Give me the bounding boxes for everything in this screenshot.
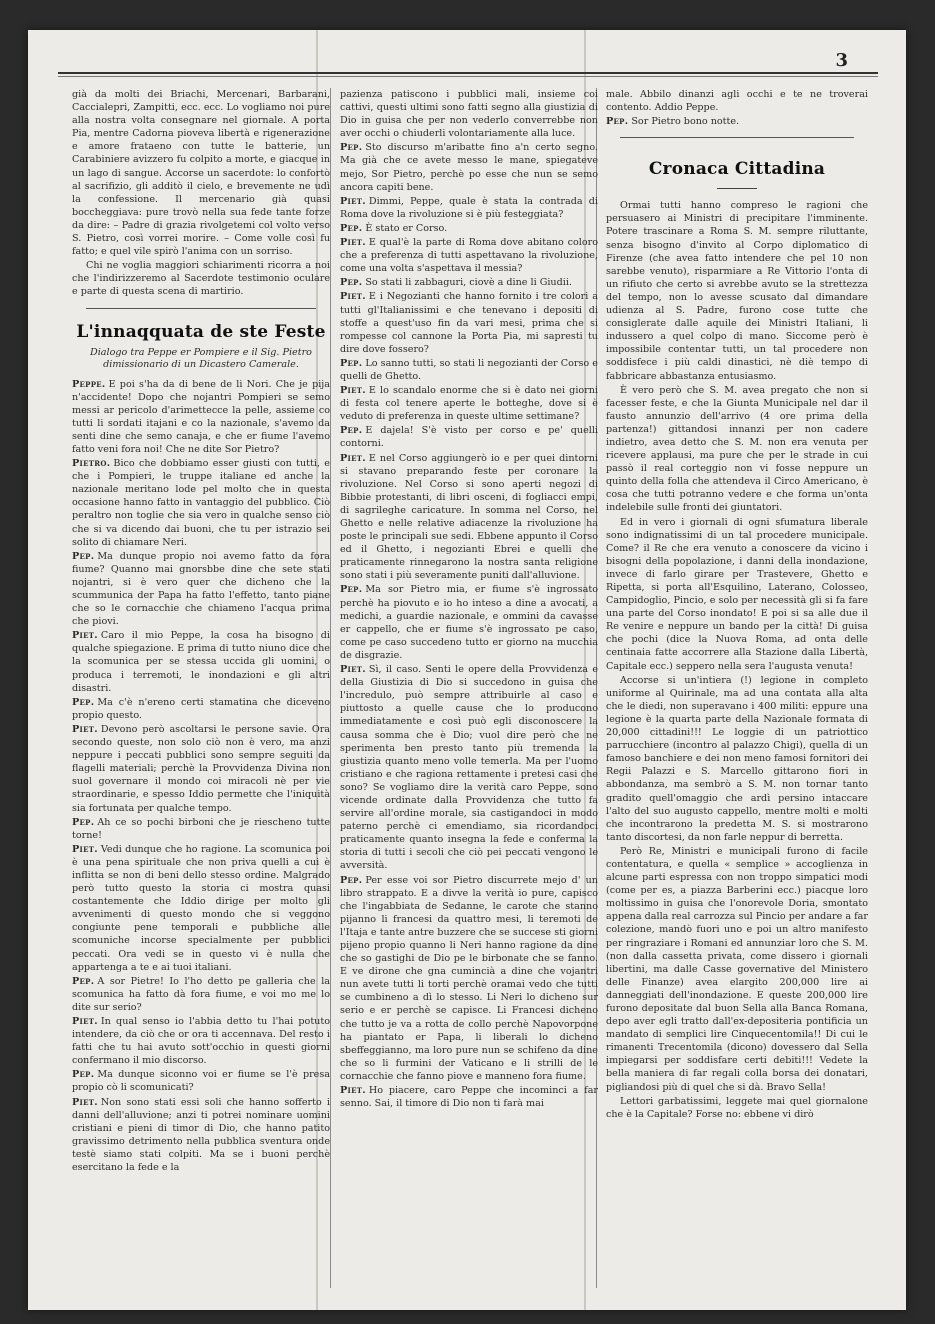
dialogue-line bbox=[72, 457, 330, 549]
section-separator bbox=[86, 308, 316, 309]
title-rule bbox=[717, 188, 757, 189]
newspaper-page bbox=[28, 30, 906, 1310]
page-number: 3 bbox=[835, 50, 848, 71]
article-body bbox=[606, 199, 868, 1121]
speaker: Piet. bbox=[340, 1085, 366, 1097]
paragraph: Accorse si un'intiera (!) legione in completo uniforme al Quirinale, ma ad una contata alla alta che le diedi, non superavano i 400 militi: eppure una legione è la quarta parte della Nazionale formata di 20,000 cittadini!!! Le loggie di un patriottico parrucchiere (incontro al palazzo Chigi), quella di un famoso banchiere e dei non meno famosi fornitori dei Regii Palazzi e S. Marcello gittarono fiori in abbondanza, ma sembrò a S. M. non tornar tanto gradito quell'omaggio che ardì persino intaccare l'alto del suo augusto cappello, mentre molti e molti che incontrarono la predetta M. S. si mostrarono tanto discortesi, da non farle neppur di berretta. bbox=[606, 674, 868, 843]
dialogue bbox=[340, 141, 598, 1110]
speaker: Pep. bbox=[340, 277, 363, 289]
speech: Ma dunque siconno voi er fiume se l'è presa propio cò li scomunicati? bbox=[72, 1069, 330, 1094]
paragraph: Ed in vero i giornali di ogni sfumatura liberale sono indignatissimi di un tal procedere municipale. Come? il Re che era venuto a conoscere da vicino i bisogni della popolazione, i danni della inondazione, invece di farlo girare per Trastevere, Ghetto e Ripetta, si porta all'Esquilino, Laterano, Colosseo, Campidoglio, Pincio, e solo per necessità gli si fa fare una parte del Corso inondato! E poi si sa alle due il Re venire e neppure un bando per la città! Di guisa che pochi (dice la Nuova Roma, ad onta delle centinaia fatte accorrere alla Stazione dalla Libertà, Capitale ecc.) seppero nella sera l'augusta venuta! bbox=[606, 516, 868, 672]
speech: E dajela! S'è visto per corso e pe' quelli contorni. bbox=[340, 425, 598, 450]
paragraph: È vero però che S. M. avea pregato che non si facesser feste, e che la Giunta Municipale nel dar il fausto annunzio dell'arrivo (4 ore prima della partenza!) gittandosi innanzi per non cadere indietro, avea detto che S. M. non era venuta per ricevere applausi, ma pure che per le strade in cui passò il real corteggio non vi fosse neppure un quinto della folla che attendeva il Circo Americano, è cosa che tutti potranno vedere e che forma un'onta indelebile sulle fronti dei giuntatori. bbox=[606, 384, 868, 514]
dialogue-line bbox=[606, 115, 868, 128]
dialogue-line bbox=[340, 424, 598, 450]
speaker: Pep. bbox=[606, 116, 629, 128]
speaker: Piet. bbox=[72, 630, 98, 642]
dialogue-line bbox=[340, 874, 598, 1084]
speaker: Piet. bbox=[72, 1096, 98, 1108]
dialogue-line bbox=[340, 384, 598, 423]
speaker: Pietro. bbox=[72, 458, 111, 470]
speaker: Pep. bbox=[340, 584, 363, 596]
paragraph: Ormai tutti hanno compreso le ragioni che persuasero ai Ministri di precipitare l'imminente. Potere trascinare a Roma S. M. sempre riluttante, senza bisogno d'invito al Corpo diplomatico di Firenze (che avea fatto intendere che pel 10 non sarebbe venuto), risparmiare a Re Vittorio l'onta di un rifiuto che certo si avrebbe avuto se la strettezza del tempo, non lo avesse scusato dal dimandare udienza al S. Padre, furono cose tutte che consiglerate dalle aquile dei Ministri Italiani, li indussero a quel colpo di mano. Siccome però è impossibile contentar tutti, un tal procedere non soddisfece i più caldi dinastici, nè diè tempo di fabbricare abbastanza entusiasmo. bbox=[606, 200, 868, 382]
section-separator bbox=[620, 137, 854, 138]
speech: Bico che dobbiamo esser giusti con tutti, e che i Pompieri, le truppe italiane ed anche la nazionale meritano lode pel molto che in questa occasione hanno fatto in vantaggio del pubblico. Ciò peraltro non toglie che sia vero in qualche senso ciò che si va dicendo dai buoni, che tu per istrazio sei solito di chiamare Neri. bbox=[72, 458, 330, 548]
dialogue-line bbox=[72, 723, 330, 815]
paragraph: Lettori garbatissimi, leggete mai quel giornalone che è la Capitale? Forse no: ebbene vi dirò bbox=[606, 1095, 868, 1120]
dialogue-line bbox=[72, 843, 330, 974]
dialogue-line bbox=[72, 975, 330, 1014]
paragraph: Però Re, Ministri e municipali furono di facile contentatura, e quella « semplice » accoglienza in alcune parti espressa con non troppo simpatici modi (come per es, a piazza Barberini ecc.) piacque loro moltissimo in guisa che l'onorevole Doria, smontato appena dalla real carrozza sul Pincio per andare a far colezione, mandò fuori uno e poi un altro manifesto per ringraziare i Romani ed annunziar loro che S. M. (non dalla cassetta privata, come dissero i giornali libertini, ma dalle Casse governative del Ministero delle Finanze) avea elargito 200,000 lire ai danneggiati dell'inondazione. E queste 200,000 lire furono depositate dal buon Sella alla Banca Romana, depo aver egli tratto dall'ex-depositeria pontificia un mandato di semplici lire Cinquecentomila!! Di cui le rimanenti Trecentomila (dicono) dovessero dal Sella impiegarsi per soddisfare certi debiti!!! Vedete la bella maniera di far regali colla borsa dei donatari, pigliandosi più di quel che si dà. Bravo Sella! bbox=[606, 845, 868, 1093]
dialogue-line bbox=[340, 452, 598, 583]
dialogue-line bbox=[340, 236, 598, 275]
speech: Sì, il caso. Senti le opere della Provvidenza e della Giustizia di Dio si succedono in guisa che l'incredulo, può sempre attribuirle al caso e piuttosto a quelle cause che lo producono immediatamente e così può egli disconoscere la causa somma che è Dio; vuol dire però che ne sperimenta ben presto tanto più tremenda la giustizia quanto meno volle temerla. Ma per l'uomo cristiano e che ragiona rettamente i pretesi casi che sono? Se vogliamo dire la verità caro Peppe, sono vicende ordinate dalla Provvidenza che tutto fa servire all'ordine morale, sia castigandoci in modo paterno perchè ci emendiamo, sia ricordandoci praticamente quanto insegna la fede e conferma la storia di tutti i secoli che ciò pei peccati vengono le avversità. bbox=[340, 664, 598, 872]
speech: Sor Pietro bono notte. bbox=[631, 116, 740, 128]
speaker: Piet. bbox=[340, 452, 366, 464]
paragraph: pazienza patiscono i pubblici mali, insieme coi cattivi, questi ultimi sono fatti segno alla giustizia di Dio in guisa che per non vederlo converrebbe non aver occhi o chiuderli volontariamente alla luce. bbox=[340, 89, 598, 140]
paragraph: Chi ne voglia maggiori schiarimenti ricorra a noi che l'indirizzeremo al Sacerdote testimonio oculare e parte di questa scena di martirio. bbox=[72, 260, 330, 298]
dialogue-line bbox=[72, 696, 330, 722]
speech: Sto discurso m'aribatte fino a'n certo segno. Ma già che ce avete messo le mane, spiegateve mejo, Sor Pietro, perchè po esse che nun se semo ancora capiti bene. bbox=[340, 142, 598, 193]
speaker: Pep. bbox=[340, 874, 363, 886]
dialogue-line bbox=[72, 629, 330, 694]
paragraph: male. Abbilo dinanzi agli occhi e te ne troverai contento. Addio Peppe. bbox=[606, 89, 868, 114]
speech: Devono però ascoltarsi le persone savie. Ora secondo queste, non solo ciò non è vero, ma anzi neppure i peccati pubblici sono sempre seguiti da flagelli materiali; perchè la Provvidenza Divina non suol governare il mondo coi miracoli nè per vie straordinarie, e spesso Iddio permette che l'iniquità sia fortunata per qualche tempo. bbox=[72, 723, 330, 814]
speech: Ho piacere, caro Peppe che incominci a far senno. Sai, il timore di Dio non ti farà mai bbox=[340, 1085, 598, 1110]
speech: E poi s'ha da di bene de li Nori. Che je pija n'accidente! Dopo che nojantri Pompieri se semo messi ar pericolo d'arimettecce la pelle, assieme co tutti li sordati itajani e co la nazionale, s'avemo da senti dine che semo canaja, e che er fiume l'avemo fatto veni fora noi! Che ne dite Sor Pietro? bbox=[72, 378, 330, 455]
dialogue-line bbox=[340, 290, 598, 355]
dialogue-line bbox=[340, 141, 598, 193]
dialogue-line bbox=[340, 1084, 598, 1110]
speech: È stato er Corso. bbox=[365, 222, 448, 234]
speaker: Pep. bbox=[72, 816, 95, 828]
speaker: Piet. bbox=[340, 664, 366, 676]
column-divider bbox=[330, 88, 331, 1288]
speaker: Pep. bbox=[72, 975, 95, 987]
column-3 bbox=[606, 88, 868, 1306]
dialogue-line bbox=[340, 276, 598, 289]
dialogue bbox=[72, 378, 330, 1175]
dialogue-line bbox=[72, 550, 330, 629]
dialogue-line bbox=[340, 357, 598, 383]
column-1 bbox=[72, 88, 330, 1306]
speaker: Pep. bbox=[340, 222, 363, 234]
speech: In qual senso io l'abbia detto tu l'hai potuto intendere, da ciò che or ora ti accennava. Del resto i fatti che tu hai avuto sott'occhio in questi giorni confermano il mio discorso. bbox=[72, 1016, 330, 1067]
speaker: Piet. bbox=[340, 385, 366, 397]
speech: E nel Corso aggiungerò io e per quei dintorni si stavano preparando feste per coronare la rivoluzione. Nel Corso si sono aperti negozi di Bibbie protestanti, di libri osceni, di fogliacci empi, di sagrileghe caricature. In somma nel Corso, nel Ghetto e nelle relative adiacenze la rivoluzione ha poste le principali sue sedi. Ebbene appunto il Corso ed il Ghetto, i negozianti Ebrei e quelli che praticamente rinnegarono la nostra santa religione sono stati i più severamente puniti dall'alluvione. bbox=[340, 452, 598, 582]
speaker: Pep. bbox=[72, 1069, 95, 1081]
speech: Ma sor Pietro mia, er fiume s'è ingrossato perchè ha piovuto e io ho inteso a dine a avocati, a medichi, a guardie nazionale, e ommini da cavasse er cappello, che er fiume s'è ingrossato pe caso, come pe caso succedeno tutto er giorno na mucchia de disgrazie. bbox=[340, 584, 598, 661]
speech: A sor Pietre! Io l'ho detto pe galleria che la scomunica ha fatto dà fora fiume, e voi mo me lo dite sur serio? bbox=[72, 975, 330, 1013]
speaker: Piet. bbox=[340, 237, 366, 249]
speaker: Peppe. bbox=[72, 378, 106, 390]
speech: Vedi dunque che ho ragione. La scomunica poi è una pena spirituale che non priva quelli a cui è inflitta se non di beni dello stesso ordine. Malgrado però tutto questo la storia ci mostra quasi costantemente che Iddio dirige per molto gli avvenimenti di questo mondo che si veggono congiunte pene temporali e pubbliche alle scomuniche incorse specialmente per pubblici peccati. Ora vedi se in questo vi è nulla che appartenga a te e ai tuoi italiani. bbox=[72, 843, 330, 973]
speech: Non sono stati essi soli che hanno sofferto i danni dell'alluvione; anzi ti potrei nominare uomini cristiani e pieni di timor di Dio, che hanno patito gravissimo detrimento nella pubblica sventura onde testè siamo stati colpiti. Ma se i buoni perchè esercitano la fede e la bbox=[72, 1096, 330, 1174]
dialogue-line bbox=[340, 222, 598, 235]
speech: Ah ce so pochi birboni che je riescheno tutte torne! bbox=[72, 816, 330, 841]
speaker: Piet. bbox=[72, 843, 98, 855]
speaker: Pep. bbox=[340, 142, 363, 154]
speech: E qual'è la parte di Roma dove abitano coloro che a preferenza di tutti aspettavano la rivoluzione, come una volta s'aspettava il messia? bbox=[340, 237, 598, 275]
dialogue-line bbox=[340, 195, 598, 221]
speaker: Piet. bbox=[340, 195, 366, 207]
speaker: Pep. bbox=[340, 357, 363, 369]
speaker: Piet. bbox=[72, 1016, 98, 1027]
speech: Dimmi, Peppe, quale è stata la contrada di Roma dove la rivoluzione si è più festeggiata? bbox=[340, 195, 598, 220]
article-subtitle: Dialogo tra Peppe er Pompiere e il Sig. Pietro dimissionario di un Dicastero Camerale. bbox=[90, 346, 312, 370]
dialogue-line bbox=[72, 816, 330, 842]
speech: Ma c'è n'ereno certi stamatina che diceveno propio questo. bbox=[72, 696, 330, 721]
article-title: Cronaca Cittadina bbox=[648, 159, 826, 180]
speaker: Pep. bbox=[72, 550, 95, 562]
speaker: Piet. bbox=[340, 291, 366, 303]
dialogue-line bbox=[72, 378, 330, 457]
speech: Ma dunque propio noi avemo fatto da fora fiume? Quanno mai gnorsbbe dine che sete stati nojantri, si è vero quer che dicheno che la scummunica der Papa ha fatto l'effetto, tanto piane che so le cornacchie che chiameno l'acqua prima che piovi. bbox=[72, 550, 330, 628]
article-title: L'innaqquata de ste Feste bbox=[76, 321, 326, 342]
speech: Per esse voi sor Pietro discurrete mejo d' un libro strappato. E a divve la verità io pure, capisco che l'ingabbiata de Sedanne, le carote che stanno pijanno li francesi da quattro mesi, li teremoti de l'Itaja e tante antre buzzere che se succese sti giorni pijeno propio quanno li Neri hanno ragione da dine che so gastighi de Dio pe le birbonate che se fanno. E ve dirone che gna cumincià a dine che vojantri nun avete tutti li torti perchè oramai vedo che tutti se cumbineno a dì lo stesso. Li Neri lo dicheno sur serio e er perchè se capisce. Li Francesi dicheno che tutto je va a rotta de collo perchè Napovorpone ha piantato er Papa, li liberali lo dicheno sbeffeggianno, ma loro pure nun se schifeno da dine che so li furmini der Vaticano e li strilli de le cornacchie che fanno piove e manneno fora fiume. bbox=[340, 874, 598, 1082]
paragraph: già da molti dei Briachi, Mercenari, Barbarani, Caccialepri, Zampitti, ecc. ecc. Lo vogliamo noi pure alla nostra volta consegnare nel giornale. A porta Pia, mentre Cadorna pioveva libertà e rigenerazione e amore frataeno con tutte le batterie, un Carabiniere avizzero fu colpito a morte, e giacque in un lago di sangue. Accorse un sacerdote: lo confortò al sacrifizio, gli additò il cielo, e brevemente ne udì la confessione. Il mercenario già quasi boccheggiava: pure trovò nella sua fede tante forze da dire: – Padre di grazia rivolgetemi col volto verso S. Pietro, così vorrei morire. – Come volle così fu fatto; e quel vile spirò l'anima con un sorriso. bbox=[72, 89, 330, 258]
dialogue-line bbox=[340, 663, 598, 873]
dialogue-line bbox=[72, 1068, 330, 1094]
speech: So stati li zabbaguri, ciovè a dine li Giudii. bbox=[365, 277, 572, 289]
speech: Lo sanno tutti, so stati li negozianti der Corso e quelli de Ghetto. bbox=[340, 357, 598, 382]
dialogue-line bbox=[72, 1096, 330, 1175]
speech: Caro il mio Peppe, la cosa ha bisogno di qualche spiegazione. E prima di tutto niuno dice che la scomunica per se stessa uccida gli uomini, o produca i terremoti, le inondazioni e gli altri disastri. bbox=[72, 630, 330, 694]
speaker: Piet. bbox=[72, 723, 98, 735]
column-2 bbox=[340, 88, 598, 1306]
dialogue-line bbox=[72, 1015, 330, 1067]
speech: E lo scandalo enorme che si è dato nei giorni di festa col tenere aperte le botteghe, dove si è veduto di preferenza in queste ultime settimane? bbox=[340, 385, 598, 423]
speaker: Pep. bbox=[72, 696, 95, 708]
header-rule bbox=[58, 72, 878, 77]
speech: E i Negozianti che hanno fornito i tre colori a tutti gl'Italianissimi e che tenevano i depositi di stoffe a quest'uso fin da vari mesi, prima che si rompesse col cannone la Porta Pia, mi sapresti tu dire dove fossero? bbox=[340, 291, 598, 355]
dialogue-line bbox=[340, 583, 598, 662]
speaker: Pep. bbox=[340, 425, 363, 437]
